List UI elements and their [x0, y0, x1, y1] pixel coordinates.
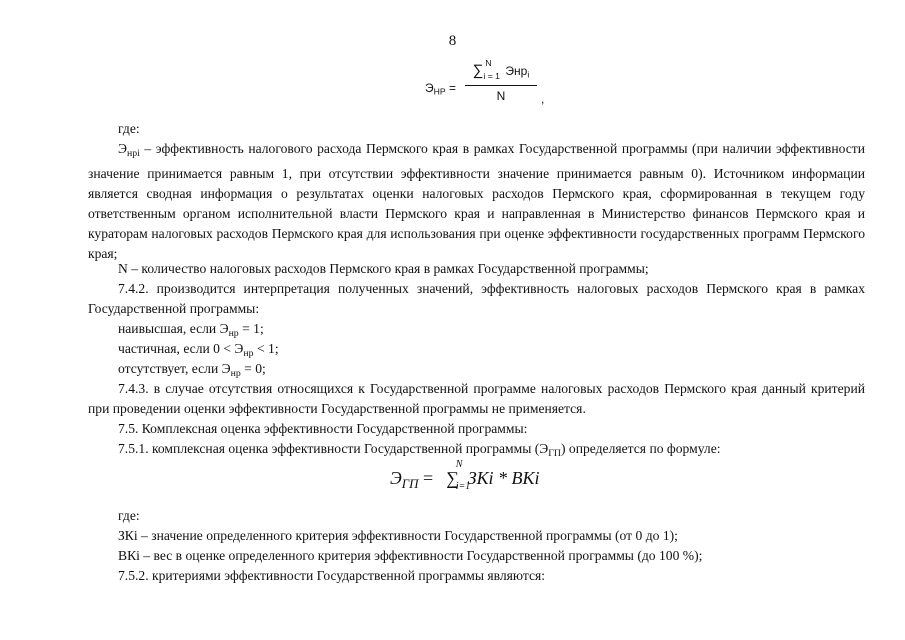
level-partial-value: < 1;: [253, 341, 279, 356]
formula-enr-sum-lower: i = 1: [483, 71, 500, 81]
paragraph-7-5-1: [118, 439, 865, 464]
sigma-symbol: ∑: [472, 62, 484, 79]
paragraph-7-4-2: 7.4.2. производится интерпретация полученных значений, эффективность налоговых расходов Пермского края в рамках Государственной программы:: [88, 281, 865, 316]
formula-egp: [390, 459, 540, 492]
formula-egp-sum-lower: i=1: [455, 481, 471, 492]
formula-egp-lhs-sub: ГП: [401, 475, 419, 491]
level-partial-text: частичная, если 0 < Э: [118, 341, 244, 356]
definition-zk: ЗКi – значение определенного критерия эффективности Государственной программы (от 0 до 1);: [118, 528, 678, 543]
level-absent-sub: нр: [230, 367, 241, 379]
formula-egp-sum-upper: N: [455, 459, 463, 470]
formula-egp-lhs: Э: [390, 468, 402, 488]
fraction-bar: [465, 85, 537, 86]
formula-enr-comma: ,: [541, 92, 545, 106]
sigma-symbol: ∑: [446, 468, 460, 488]
formula-enr-lhs-sub: НР: [433, 86, 446, 97]
definition-enr: [88, 139, 865, 264]
definition-enr-body: – эффективность налогового расхода Пермского края в рамках Государственной программы (при наличии эффективности значение принимается равным 1, при отсутствии эффективности значение принимается равным 0). Источником информации является сводная информация о результатах оценки налоговых расходов Пермского края, сформированная в текущем году ответственным органом исполнительной власти Пермского края и направленная в Министерство финансов Пермского края и кураторам налоговых расходов Пермского края для использования при оценке эффективности государственных программ Пермского края;: [88, 141, 865, 261]
where-label-2: где:: [118, 508, 140, 523]
formula-enr-numerator: [465, 58, 537, 84]
formula-enr-lhs-symbol: Э: [425, 81, 434, 95]
level-highest-sub: нр: [228, 327, 239, 339]
level-highest-value: = 1;: [238, 321, 264, 336]
level-absent-text: отсутствует, если Э: [118, 361, 231, 376]
paragraph-7-5-2: 7.5.2. критериями эффективности Государственной программы являются:: [118, 568, 546, 583]
formula-egp-rhs: ЗКi * ВКi: [467, 468, 540, 488]
paragraph-7-5-1-sub: ГП: [548, 447, 561, 459]
definition-vk: ВКi – вес в оценке определенного критерия эффективности Государственной программы (до 100 %);: [118, 548, 703, 563]
page-number: 8: [448, 33, 457, 49]
level-absent-value: = 0;: [240, 361, 266, 376]
paragraph-7-5-1-suffix: ) определяется по формуле:: [560, 441, 721, 456]
formula-enr-fraction: [465, 58, 537, 103]
formula-enr-term-sub: i: [527, 69, 530, 80]
formula-enr-term: Энр: [505, 64, 528, 78]
formula-enr-denominator: N: [496, 89, 506, 103]
paragraph-7-5-1-text: 7.5.1. комплексная оценка эффективности Государственной программы (Э: [118, 441, 549, 456]
paragraph-7-5: 7.5. Комплексная оценка эффективности Государственной программы:: [118, 421, 528, 436]
paragraph-7-4-3: 7.4.3. в случае отсутствия относящихся к Государственной программе налоговых расходов Пермского края данный критерий при проведении оценки эффективности Государственной программы не применяется.: [88, 381, 865, 416]
definition-enr-sub: нрi: [126, 147, 140, 159]
formula-egp-sum: [438, 459, 471, 492]
formula-enr-lhs: [425, 81, 456, 97]
level-highest-text: наивысшая, если Э: [118, 321, 229, 336]
level-partial-sub: нр: [243, 347, 254, 359]
definition-enr-symbol: Э: [118, 141, 127, 156]
formula-enr-sum-upper: N: [485, 58, 492, 68]
formula-enr-equals: =: [448, 81, 456, 95]
where-label-1: где:: [118, 121, 140, 136]
formula-egp-equals: =: [418, 468, 438, 488]
definition-n: N – количество налоговых расходов Пермского края в рамках Государственной программы;: [118, 261, 649, 276]
